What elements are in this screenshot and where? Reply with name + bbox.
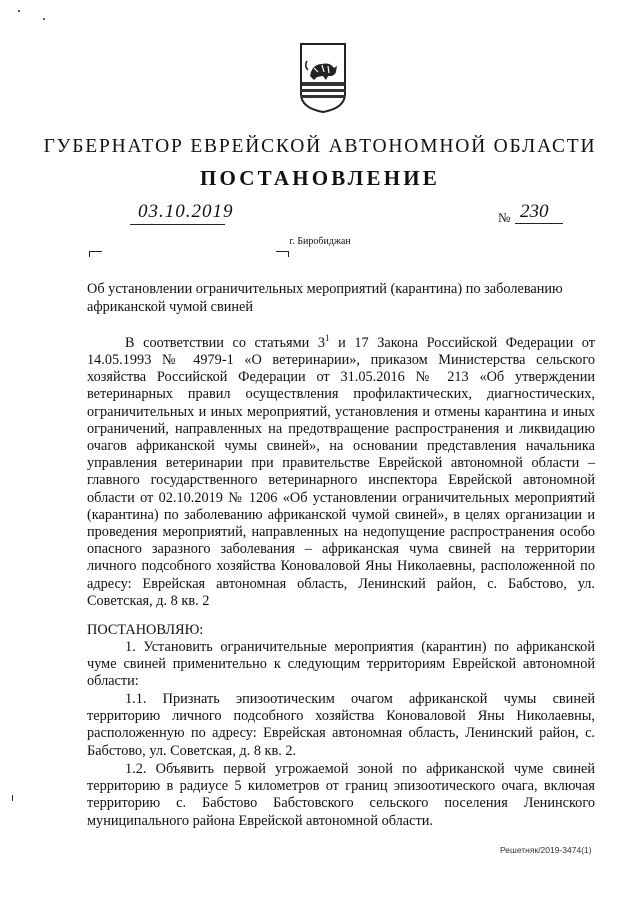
scan-speck (12, 795, 13, 801)
preamble-rest: и 17 Закона Российской Федерации от 14.05.1993 № 4979-1 «О ветеринарии», приказом Министерства сельского хозяйства Российской Федерации от 31.05.2016 № 213 «Об утверждении ветеринарных правил осуществления профилактических, диагностических, ограничительных и иных мероприятий, установления и отмены карантина и иных ограничений, направленных на предотвращение распространения и ликвидацию очагов африканской чумы свиней», на основании представления начальника управления ветеринарии при правительстве Еврейской автономной области – главного государственного ветеринарного инспектора Еврейской автономной области от 02.10.2019 № 1206 «Об установлении ограничительных мероприятий (карантина) по заболеванию африканской чумой свиней», в целях организации и проведения мероприятий, направленных на недопущение распространения особо опасного заразного заболевания – африканская чума свиней на территории личного подсобного хозяйства Коноваловой Яны Николаевны, расположенной по адресу: Еврейская автономная область, Ленинский район, с. Бабстово, ул. Советская, д. 8 кв. 2 (87, 334, 595, 609)
scan-speck (18, 10, 20, 12)
city-name: г. Биробиджан (289, 236, 351, 247)
decree-word: ПОСТАНОВЛЯЮ: (87, 622, 204, 638)
subject-bracket-right (276, 251, 289, 257)
preamble-paragraph (87, 330, 595, 610)
governor-title: ГУБЕРНАТОР ЕВРЕЙСКОЙ АВТОНОМНОЙ ОБЛАСТИ (43, 136, 597, 157)
document-type-title: ПОСТАНОВЛЕНИЕ (199, 166, 441, 190)
scan-speck (43, 18, 45, 20)
footer-reference: Решетняк/2019-3474(1) (500, 845, 592, 855)
number-label: № (498, 210, 511, 225)
document-subject: Об установлении ограничительных мероприятий (карантина) по заболеванию африканской чумой свиней (87, 281, 563, 315)
coat-of-arms-emblem (298, 42, 348, 114)
preamble-superscript: 1 (325, 333, 330, 343)
item-1-paragraph: 1. Установить ограничительные мероприятия (карантин) по африканской чуме свиней применительно к следующим территориям Еврейской автономной области: (87, 639, 595, 690)
subject-bracket-left (89, 251, 102, 257)
preamble-lead: В соответствии со статьями 3 (125, 334, 326, 351)
document-date: 03.10.2019 (138, 201, 234, 222)
document-number: 230 (520, 201, 549, 222)
item-1-2-paragraph: 1.2. Объявить первой угрожаемой зоной по африканской чуме свиней территорию в радиусе 5 километров от границ эпизоотического очага, включая территорию с. Бабстово Бабстовского сельского поселения Ленинского муниципального района Еврейской автономной области. (87, 761, 595, 829)
item-1-1-paragraph: 1.1. Признать эпизоотическим очагом африканской чумы свиней территорию личного подсобного хозяйства Коноваловой Яны Николаевны, расположенную по адресу: Еврейская автономная область, Ленинский район, с. Бабстово, ул. Советская, д. 8 кв. 2. (87, 691, 595, 759)
